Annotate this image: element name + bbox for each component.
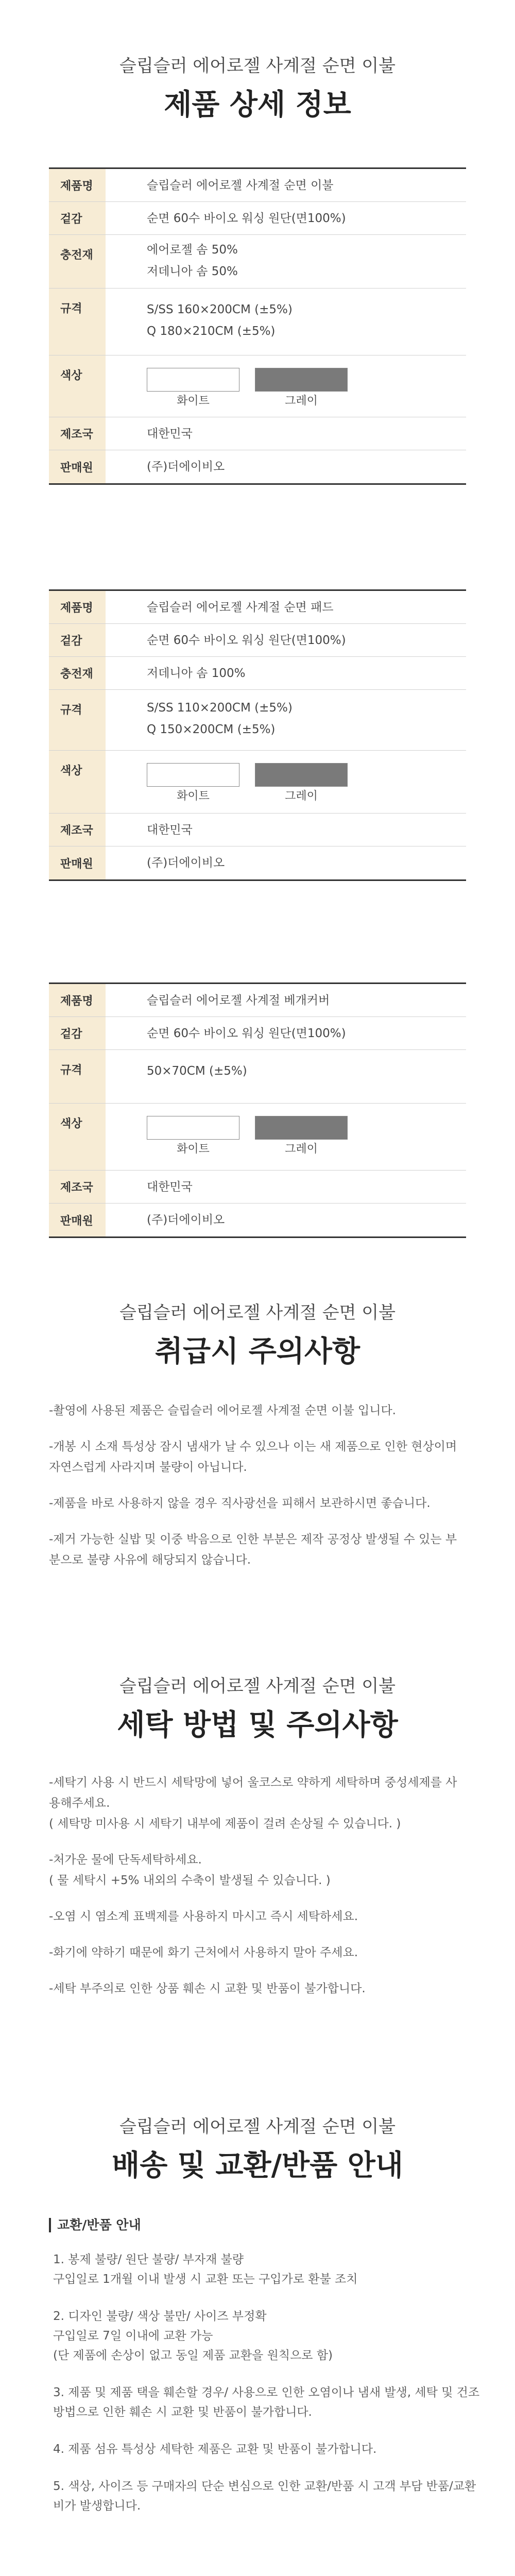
care-item: -촬영에 사용된 제품은 슬립슬러 에어로젤 사계절 순면 이불 입니다. [49, 1404, 396, 1417]
table-row [49, 1171, 466, 1204]
row-label: 제조국 [49, 1171, 106, 1203]
row-value: 대한민국 [147, 1180, 193, 1194]
color-swatches [147, 755, 466, 804]
row-label: 판매원 [49, 846, 106, 879]
swatch-label: 그레이 [285, 790, 318, 803]
row-value: (주)더에이비오 [147, 1213, 225, 1227]
row-label: 색상 [49, 1104, 106, 1170]
row-label: 겉감 [49, 1017, 106, 1049]
care-item: -제거 가능한 실밥 및 이중 박음으로 인한 부분은 제작 공정상 발생될 수 있는 부분으로 불량 사유에 해당되지 않습니다. [49, 1533, 457, 1567]
table-row [49, 1017, 466, 1050]
row-value: (주)더에이비오 [147, 460, 225, 473]
exchange-item: 4. 제품 섬유 특성상 세탁한 제품은 교환 및 반품이 불가합니다. [53, 2443, 377, 2456]
wash-line: -처가운 물에 단독세탁하세요. [49, 1853, 202, 1867]
exchange-item: 3. 제품 및 제품 택을 훼손할 경우/ 사용으로 인한 오염이나 냄새 발생, 세탁 및 건조 방법으로 인한 훼손 시 교환 및 반품이 불가합니다. [53, 2386, 480, 2419]
wash-item [49, 1850, 466, 1891]
row-label: 충전재 [49, 657, 106, 689]
row-value: 슬립슬러 에어로젤 사계절 순면 이불 [147, 178, 334, 192]
white-swatch-box [147, 1116, 239, 1140]
row-value: 대한민국 [147, 823, 193, 837]
row-value: S/SS 110×200CM (±5%) [147, 701, 293, 715]
swatch-gray [255, 1116, 348, 1157]
row-value: Q 150×200CM (±5%) [147, 723, 276, 736]
care-section-header [0, 1298, 515, 1370]
row-label: 제조국 [49, 814, 106, 846]
exchange-line: 구입일로 7일 이내에 교환 가능 [53, 2329, 213, 2343]
wash-item: -화기에 약하기 때문에 화기 근처에서 사용하지 말아 주세요. [49, 1946, 358, 1959]
swatch-label: 화이트 [177, 790, 210, 803]
table-row [49, 657, 466, 690]
row-label: 판매원 [49, 1204, 106, 1236]
exchange-line: 구입일로 1개월 이내 발생 시 교환 또는 구입가로 환불 조치 [53, 2273, 358, 2286]
wash-line: ( 세탁망 미사용 시 세탁기 내부에 제품이 걸려 손상될 수 있습니다. ) [49, 1817, 401, 1831]
row-label: 색상 [49, 751, 106, 813]
wash-item: -오염 시 염소계 표백제를 사용하지 마시고 즉시 세탁하세요. [49, 1910, 358, 1923]
swatch-white [147, 763, 239, 804]
row-value: 대한민국 [147, 427, 193, 440]
gray-swatch-box [255, 763, 348, 787]
table-row [49, 814, 466, 846]
wash-subtitle: 슬립슬러 에어로젤 사계절 순면 이불 [119, 1676, 396, 1697]
exchange-line: 1. 봉제 불량/ 원단 불량/ 부자재 불량 [53, 2253, 244, 2266]
table-row [49, 235, 466, 289]
swatch-gray [255, 368, 348, 409]
row-value: S/SS 160×200CM (±5%) [147, 303, 293, 316]
table-row [49, 1104, 466, 1171]
spec-table-blanket [49, 167, 466, 485]
row-value: 순면 60수 바이오 워싱 원단(면100%) [147, 211, 346, 225]
exchange-heading: 교환/반품 안내 [49, 2218, 482, 2232]
row-value: 저데니아 솜 50% [147, 265, 238, 278]
row-label: 제품명 [49, 591, 106, 623]
color-swatches [147, 1108, 466, 1157]
ship-subtitle: 슬립슬러 에어로젤 사계절 순면 이불 [119, 2116, 396, 2137]
care-item: -개봉 시 소재 특성상 잠시 냄새가 날 수 있으나 이는 새 제품으로 인한 현상이며 자연스럽게 사라지며 불량이 아닙니다. [49, 1440, 457, 1474]
wash-item: -세탁 부주의로 인한 상품 훼손 시 교환 및 반품이 불가합니다. [49, 1982, 366, 1995]
row-value: 슬립슬러 에어로젤 사계절 베개커버 [147, 993, 330, 1007]
exchange-item: 5. 색상, 사이즈 등 구매자의 단순 변심으로 인한 교환/반품 시 고객 부담 반품/교환비가 발생합니다. [53, 2480, 476, 2513]
swatch-white [147, 368, 239, 409]
spec-subtitle: 슬립슬러 에어로젤 사계절 순면 이불 [119, 56, 396, 76]
row-label: 충전재 [49, 235, 106, 288]
swatch-label: 화이트 [177, 395, 210, 408]
white-swatch-box [147, 763, 239, 787]
table-row [49, 984, 466, 1017]
table-row [49, 169, 466, 202]
wash-line: ( 물 세탁시 +5% 내외의 수축이 발생될 수 있습니다. ) [49, 1874, 331, 1887]
wash-notes [49, 1772, 466, 2014]
table-row [49, 624, 466, 657]
exchange-item [49, 2250, 482, 2289]
row-label: 제품명 [49, 169, 106, 201]
row-label: 겉감 [49, 624, 106, 656]
row-label: 규격 [49, 289, 106, 355]
table-row [49, 690, 466, 751]
care-notes [49, 1400, 466, 1586]
table-row [49, 1050, 466, 1104]
table-row [49, 1204, 466, 1236]
table-row [49, 450, 466, 483]
wash-title: 세탁 방법 및 주의사항 [117, 1708, 398, 1742]
row-label: 제품명 [49, 984, 106, 1016]
gray-swatch-box [255, 368, 348, 392]
row-label: 규격 [49, 690, 106, 750]
row-value: 저데니아 솜 100% [147, 666, 246, 680]
table-row [49, 355, 466, 417]
row-value: Q 180×210CM (±5%) [147, 325, 276, 338]
ship-section-header [0, 2112, 515, 2184]
exchange-item [49, 2307, 482, 2365]
table-row [49, 202, 466, 235]
white-swatch-box [147, 368, 239, 392]
exchange-notes [49, 2218, 482, 2516]
table-row [49, 289, 466, 355]
table-row [49, 846, 466, 879]
table-row [49, 751, 466, 814]
row-value: 슬립슬러 에어로젤 사계절 순면 패드 [147, 600, 334, 614]
row-value: 순면 60수 바이오 워싱 원단(면100%) [147, 1026, 346, 1040]
exchange-line: (단 제품에 손상이 없고 동일 제품 교환을 원칙으로 함) [53, 2349, 333, 2362]
exchange-line: 2. 디자인 불량/ 색상 불만/ 사이즈 부정확 [53, 2310, 267, 2323]
spec-title: 제품 상세 정보 [164, 88, 351, 122]
care-subtitle: 슬립슬러 에어로젤 사계절 순면 이불 [119, 1302, 396, 1323]
care-item: -제품을 바로 사용하지 않을 경우 직사광선을 피해서 보관하시면 좋습니다. [49, 1497, 431, 1510]
swatch-white [147, 1116, 239, 1157]
wash-line: -세탁기 사용 시 반드시 세탁망에 넣어 울코스로 약하게 세탁하며 중성세제를 사용해주세요. [49, 1776, 457, 1810]
swatch-label: 화이트 [177, 1143, 210, 1156]
spec-table-pad [49, 589, 466, 881]
swatch-gray [255, 763, 348, 804]
color-swatches [147, 360, 466, 409]
wash-section-header [0, 1672, 515, 1743]
row-value: 순면 60수 바이오 워싱 원단(면100%) [147, 633, 346, 647]
swatch-label: 그레이 [285, 1143, 318, 1156]
gray-swatch-box [255, 1116, 348, 1140]
table-row [49, 417, 466, 450]
row-label: 색상 [49, 355, 106, 417]
spec-table-pillowcase [49, 982, 466, 1238]
table-row [49, 591, 466, 624]
wash-item [49, 1772, 466, 1834]
care-title: 취급시 주의사항 [154, 1335, 360, 1368]
row-value: (주)더에이비오 [147, 856, 225, 870]
row-value: 50×70CM (±5%) [147, 1064, 247, 1078]
row-value: 에어로젤 솜 50% [147, 243, 238, 257]
spec-section-header [0, 52, 515, 123]
row-label: 제조국 [49, 417, 106, 450]
row-label: 판매원 [49, 450, 106, 483]
row-label: 겉감 [49, 202, 106, 234]
swatch-label: 그레이 [285, 395, 318, 408]
ship-title: 배송 및 교환/반품 안내 [112, 2149, 403, 2182]
row-label: 규격 [49, 1050, 106, 1103]
